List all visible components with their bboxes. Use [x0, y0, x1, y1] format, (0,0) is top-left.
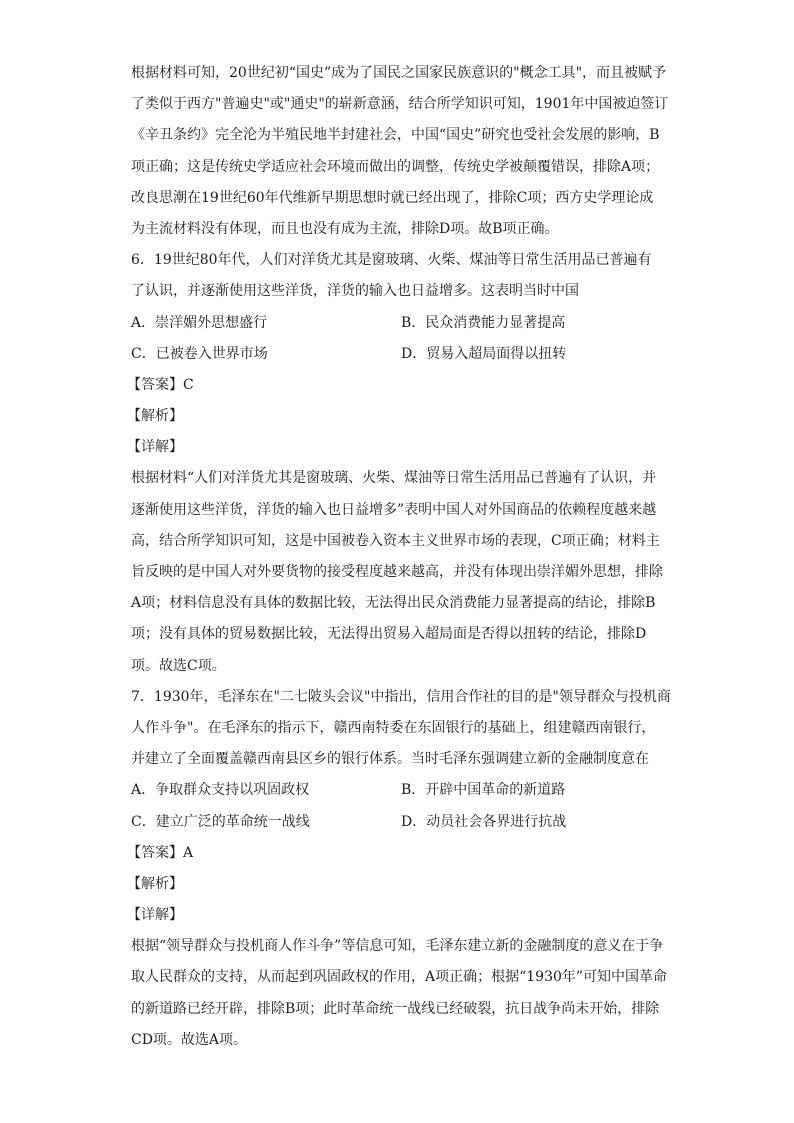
explanation-line: 旨反映的是中国人对外要货物的接受程度越来越高，并没有体现出崇洋媚外思想，排除 — [131, 564, 663, 580]
option-row — [131, 775, 671, 806]
question-stem: 人作斗争"。在毛泽东的指示下，赣西南特委在东固银行的基础上，组建赣西南银行， — [131, 719, 656, 736]
option-row — [131, 807, 671, 838]
answer-label: 【答案】C — [127, 376, 194, 393]
explanation-line: 高，结合所学知识可知，这是中国被卷入资本主义世界市场的表现，C项正确；材料主 — [131, 532, 660, 549]
question-6 — [127, 245, 671, 682]
prev-explanation — [131, 58, 671, 245]
document-page — [127, 58, 671, 1056]
option-c: C．建立广泛的革命统一战线 — [131, 813, 310, 830]
text-line: 为主流材料没有体现，而且也没有成为主流，排除D项。故B项正确。 — [131, 220, 559, 237]
text-line: 《辛丑条约》完全沦为半殖民地半封建社会，中国“国史”研究也受社会发展的影响，B — [131, 127, 660, 144]
question-stem: 7．1930年，毛泽东在"二七陂头会议"中指出，信用合作社的目的是"领导群众与投机商 — [131, 688, 671, 705]
text-line: 改良思潮在19世纪60年代维新早期思想时就已经出现了，排除C项；西方史学理论成 — [131, 189, 654, 206]
explanation-line: 逐渐使用这些洋货，洋货的输入也日益增多”表明中国人对外国商品的依赖程度越来越 — [131, 501, 657, 518]
option-row — [131, 308, 671, 339]
option-b: B．开辟中国革命的新道路 — [401, 782, 566, 799]
detail-label: 【详解】 — [127, 907, 183, 924]
explanation-line: 根据“领导群众与投机商人作斗争”等信息可知，毛泽东建立新的金融制度的意义在于争 — [131, 938, 664, 955]
text-line: 了类似于西方"普遍史"或"通史"的崭新意涵，结合所学知识可知，1901年中国被迫签订 — [131, 96, 669, 113]
explanation-line: 的新道路已经开辟，排除B项；此时革命统一战线已经破裂，抗日战争尚未开始，排除 — [131, 1000, 660, 1017]
option-row — [131, 339, 671, 370]
option-b: B．民众消费能力显著提高 — [401, 314, 566, 331]
text-line: 项正确；这是传统史学适应社会环境而做出的调整，传统史学被颠覆错误，排除A项； — [131, 158, 660, 175]
answer-label: 【答案】A — [127, 844, 194, 861]
option-d: D．贸易入超局面得以扭转 — [401, 345, 567, 362]
analysis-label: 【解析】 — [127, 408, 183, 425]
analysis-label: 【解析】 — [127, 875, 183, 892]
option-a: A．争取群众支持以巩固政权 — [131, 782, 310, 799]
explanation-line: CD项。故选A项。 — [131, 1031, 248, 1048]
explanation-line: 项；没有具体的贸易数据比较，无法得出贸易入超局面是否得以扭转的结论，排除D — [131, 626, 647, 643]
question-stem: 并建立了全面覆盖赣西南县区乡的银行体系。当时毛泽东强调建立新的金融制度意在 — [131, 751, 649, 768]
detail-label: 【详解】 — [127, 439, 183, 456]
explanation-line: A项；材料信息没有具体的数据比较，无法得出民众消费能力显著提高的结论，排除B — [131, 595, 656, 612]
explanation-line: 项。故选C项。 — [131, 657, 226, 674]
explanation-line: 根据材料“人们对洋货尤其是窗玻璃、火柴、煤油等日常生活用品已普遍有了认识，并 — [131, 470, 657, 487]
question-stem: 了认识，并逐渐使用这些洋货，洋货的输入也日益增多。这表明当时中国 — [131, 283, 579, 300]
question-stem: 6．19世纪80年代，人们对洋货尤其是窗玻璃、火柴、煤油等日常生活用品已普遍有 — [131, 252, 652, 269]
question-7 — [127, 682, 671, 1056]
option-d: D．动员社会各界进行抗战 — [401, 813, 567, 830]
option-a: A．崇洋媚外思想盛行 — [131, 314, 268, 331]
explanation-line: 取人民群众的支持，从而起到巩固政权的作用，A项正确；根据“1930年”可知中国革命 — [131, 969, 668, 986]
text-line: 根据材料可知，20世纪初“国史”成为了国民之国家民族意识的"概念工具"，而且被赋予 — [131, 65, 667, 81]
option-c: C．已被卷入世界市场 — [131, 345, 268, 362]
